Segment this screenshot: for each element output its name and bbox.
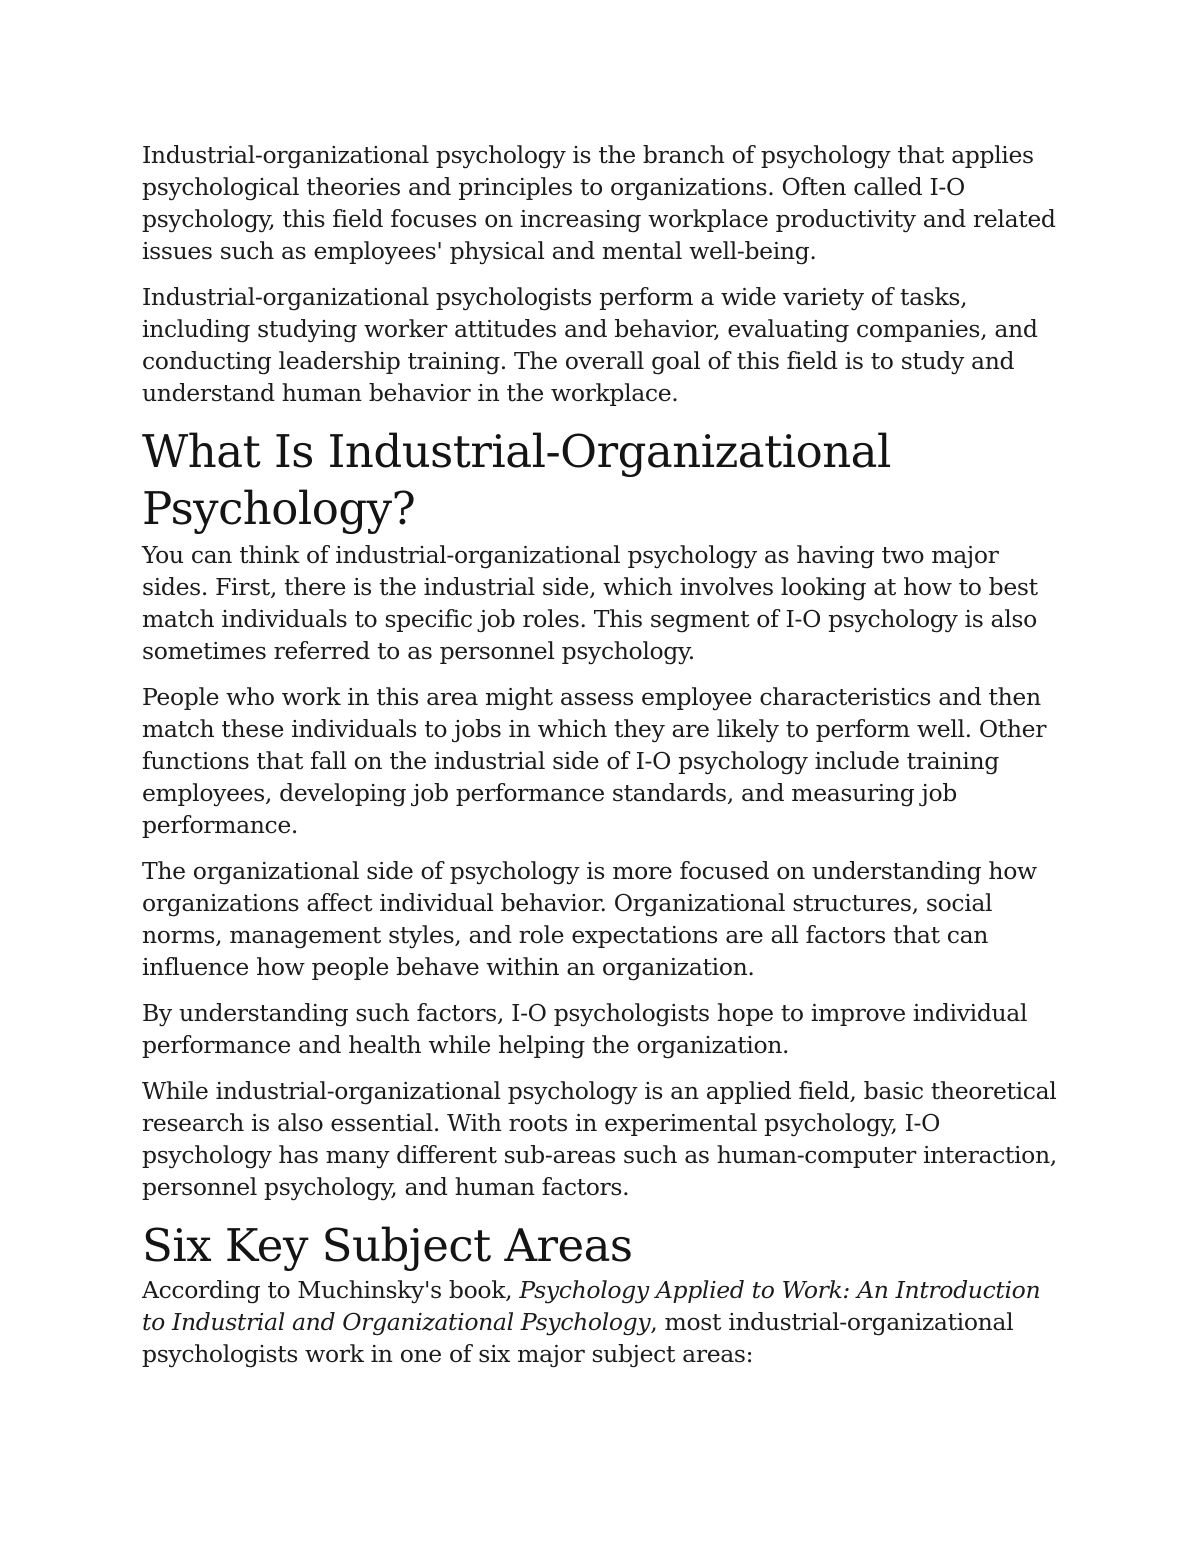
section-heading-what-is-io-psychology: What Is Industrial-Organizational Psychology? xyxy=(142,425,891,535)
section2-paragraph-1-tail: , most industrial-organizational psychologists work in one of six major subject areas: xyxy=(142,1308,1014,1368)
section2-paragraph-1 xyxy=(142,1274,1062,1370)
document-page xyxy=(142,139,1062,1384)
intro-paragraph-2: Industrial-organizational psychologists perform a wide variety of tasks, including studying worker attitudes and behavior, evaluating companies, and conducting leadership training. The overall goal of this field is to study and understand human behavior in the workplace. xyxy=(142,283,1038,407)
section1-paragraph-1: You can think of industrial-organizational psychology as having two major sides. First, there is the industrial side, which involves looking at how to best match individuals to specific job roles. This segment of I-O psychology is also sometimes referred to as personnel psychology. xyxy=(142,541,1038,665)
section1-paragraph-3: The organizational side of psychology is more focused on understanding how organizations affect individual behavior. Organizational structures, social norms, management styles, and role expectations are all factors that can influence how people behave within an organization. xyxy=(142,857,1037,981)
section1-paragraph-4: By understanding such factors, I-O psychologists hope to improve individual performance and health while helping the organization. xyxy=(142,999,1028,1059)
section-heading-six-key-subject-areas: Six Key Subject Areas xyxy=(142,1219,633,1272)
intro-paragraph-1: Industrial-organizational psychology is the branch of psychology that applies psychological theories and principles to organizations. Often called I-O psychology, this field focuses on increasing workplace productivity and related issues such as employees' physical and mental well-being. xyxy=(142,141,1056,265)
section1-paragraph-5: While industrial-organizational psychology is an applied field, basic theoretical research is also essential. With roots in experimental psychology, I-O psychology has many different sub-areas such as human-computer interaction, personnel psychology, and human factors. xyxy=(142,1077,1057,1201)
book-title: Psychology Applied to Work: An Introduction to Industrial and Organizational Psychology xyxy=(142,1276,1041,1336)
section2-paragraph-1-lead: According to Muchinsky's book, xyxy=(142,1276,520,1304)
section1-paragraph-2: People who work in this area might assess employee characteristics and then match these individuals to jobs in which they are likely to perform well. Other functions that fall on the industrial side of I-O psychology include training employees, developing job performance standards, and measuring job performance. xyxy=(142,683,1047,839)
